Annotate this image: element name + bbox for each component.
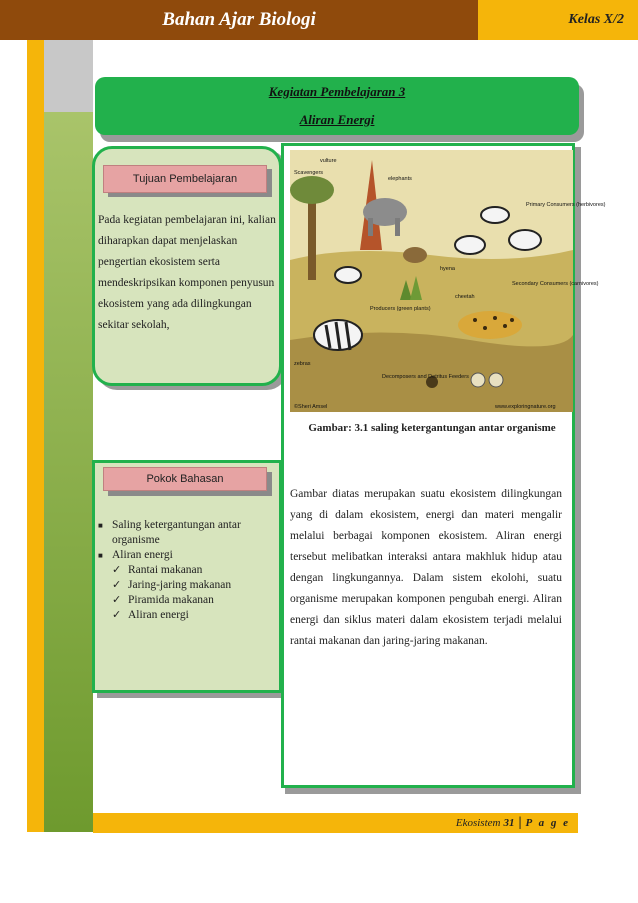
sub-list-item xyxy=(98,608,280,623)
list-item xyxy=(98,548,280,563)
side-stripe-yellow xyxy=(27,40,44,832)
label-scavengers: Scavengers xyxy=(294,170,324,176)
label-primary: Primary Consumers (herbivores) xyxy=(526,202,606,208)
pokok-list xyxy=(98,518,280,623)
sub-list-item xyxy=(98,593,280,608)
sub-list-item xyxy=(98,578,280,593)
figure-caption: Gambar: 3.1 saling ketergantungan antar organisme xyxy=(308,422,556,434)
ecosystem-illustration xyxy=(290,150,606,412)
sub-item-label: Jaring-jaring makanan xyxy=(128,579,232,591)
banner-title: Kegiatan Pembelajaran 3 xyxy=(268,84,406,99)
label-vulture: vulture xyxy=(320,158,337,164)
body-paragraph: Gambar diatas merupakan suatu ekosistem dilingkungan yang di dalam ekosistem, energi dan materi mengalir melalui berbagai komponen ekosistem. Aliran energi tersebut melibatkan interaksi antara makhluk hidup atau dengan lingkungannya. Dalam sistem ekolohi, suatu organisme merupakan komponen pengubah energi. Aliran energi dan siklus materi dalam ekosistem terjadi melalui rantai makanan dan jaring-jaring makanan. xyxy=(290,488,562,647)
banner-subtitle: Aliran Energi xyxy=(299,112,375,127)
list-item xyxy=(98,518,280,548)
checkmark-icon: ✓ xyxy=(112,609,122,621)
side-stripe-grey xyxy=(44,40,93,112)
header-kelas: Kelas X/2 xyxy=(568,12,624,27)
label-credit: ©Sheri Amsel xyxy=(294,404,328,410)
footer-label: Ekosistem xyxy=(455,817,501,829)
sub-item-label: Rantai makanan xyxy=(128,564,203,576)
tujuan-text: Pada kegiatan pembelajaran ini, kalian diharapkan dapat menjelaskan pengertian ekosistem serta mendeskripsikan komponen penyusun ekosistem yang ada dilingkungan sekitar sekolah, xyxy=(98,214,276,331)
footer-page-label: P a g e xyxy=(525,817,570,829)
side-stripe-green xyxy=(44,112,93,832)
label-secondary: Secondary Consumers (carnivores) xyxy=(512,281,599,287)
footer xyxy=(93,813,578,833)
list-item-label: Saling ketergantungan antar organisme xyxy=(112,519,241,546)
sub-list-item xyxy=(98,563,280,578)
sub-item-label: Piramida makanan xyxy=(128,594,214,606)
page-number: 31 xyxy=(503,817,515,829)
footer-separator: | xyxy=(518,815,522,830)
square-bullet-icon: ■ xyxy=(98,551,103,560)
label-elephants: elephants xyxy=(388,176,412,182)
header-title: Bahan Ajar Biologi xyxy=(162,9,316,30)
tujuan-heading: Tujuan Pembelajaran xyxy=(103,165,267,193)
label-decomposers: Decomposers and Detritus Feeders xyxy=(382,374,469,380)
label-hyena: hyena xyxy=(440,266,455,272)
square-bullet-icon: ■ xyxy=(98,521,103,530)
checkmark-icon: ✓ xyxy=(112,594,122,606)
pokok-heading: Pokok Bahasan xyxy=(103,467,267,491)
checkmark-icon: ✓ xyxy=(112,579,122,591)
label-cheetah: cheetah xyxy=(455,294,475,300)
ecosystem-figure xyxy=(290,150,606,412)
checkmark-icon: ✓ xyxy=(112,564,122,576)
label-zebras: zebras xyxy=(294,361,311,367)
label-producers: Producers (green plants) xyxy=(370,306,431,312)
sub-item-label: Aliran energi xyxy=(128,609,189,621)
label-site: www.exploringnature.org xyxy=(495,404,556,410)
list-item-label: Aliran energi xyxy=(112,549,173,561)
